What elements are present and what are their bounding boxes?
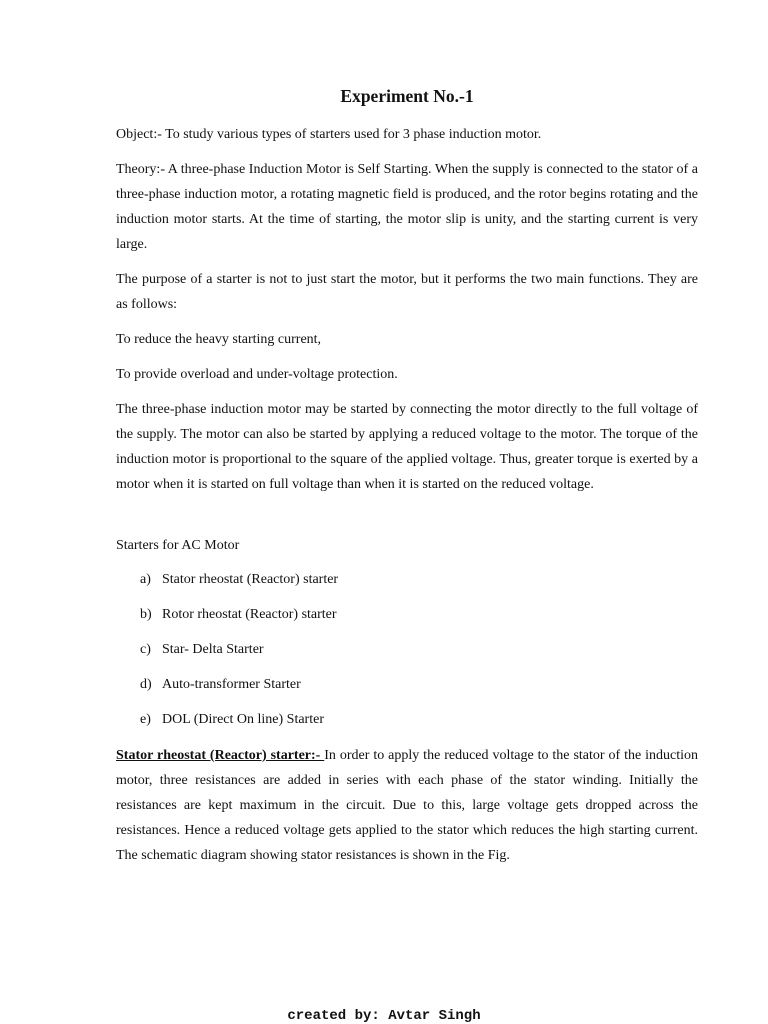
starters-list — [140, 570, 680, 745]
list-item-label: DOL (Direct On line) Starter — [162, 712, 324, 727]
object-paragraph: Object:- To study various types of starters used for 3 phase induction motor. — [116, 127, 542, 142]
list-marker: d) — [140, 677, 152, 692]
footer-credit: created by: Avtar Singh — [287, 1008, 481, 1024]
function-2-paragraph: To provide overload and under-voltage protection. — [116, 367, 398, 382]
list-item-label: Rotor rheostat (Reactor) starter — [162, 607, 337, 622]
theory-paragraph: Theory:- A three-phase Induction Motor is Self Starting. When the supply is connected to the stator of a three-phase induction motor, a rotating magnetic field is produced, and the rotor begins rotating and the induction motor starts. At the time of starting, the motor slip is unity, and the starting current is very large. — [116, 162, 698, 252]
list-item-label: Star- Delta Starter — [162, 642, 264, 657]
list-item — [140, 570, 680, 605]
list-item-label: Auto-transformer Starter — [162, 677, 301, 692]
starting-methods-paragraph: The three-phase induction motor may be started by connecting the motor directly to the full voltage of the supply. The motor can also be started by applying a reduced voltage to the motor. The torque of the induction motor is proportional to the square of the applied voltage. Thus, greater torque is exerted by a motor when it is started on full voltage than when it is started on the reduced voltage. — [116, 402, 698, 492]
page-title: Experiment No.-1 — [340, 86, 474, 106]
list-item — [140, 675, 680, 710]
list-item-label: Stator rheostat (Reactor) starter — [162, 572, 339, 587]
stator-rheostat-body: In order to apply the reduced voltage to the stator of the induction motor, three resistances are added in series with each phase of the stator winding. Initially the resistances are kept maximum in the circuit. Due to this, large voltage gets dropped across the resistances. Hence a reduced voltage gets applied to the stator which reduces the high starting current. The schematic diagram showing stator resistances is shown in the Fig. — [116, 748, 698, 863]
stator-rheostat-paragraph — [116, 743, 698, 868]
starters-heading: Starters for AC Motor — [116, 538, 240, 553]
list-marker: e) — [140, 712, 151, 727]
list-marker: c) — [140, 642, 151, 657]
list-item — [140, 710, 680, 745]
purpose-paragraph: The purpose of a starter is not to just start the motor, but it performs the two main functions. They are as follows: — [116, 272, 698, 312]
function-1-paragraph: To reduce the heavy starting current, — [116, 332, 322, 347]
list-marker: b) — [140, 607, 152, 622]
list-item — [140, 605, 680, 640]
list-item — [140, 640, 680, 675]
stator-rheostat-lead: Stator rheostat (Reactor) starter:- — [116, 748, 325, 763]
list-marker: a) — [140, 572, 151, 587]
